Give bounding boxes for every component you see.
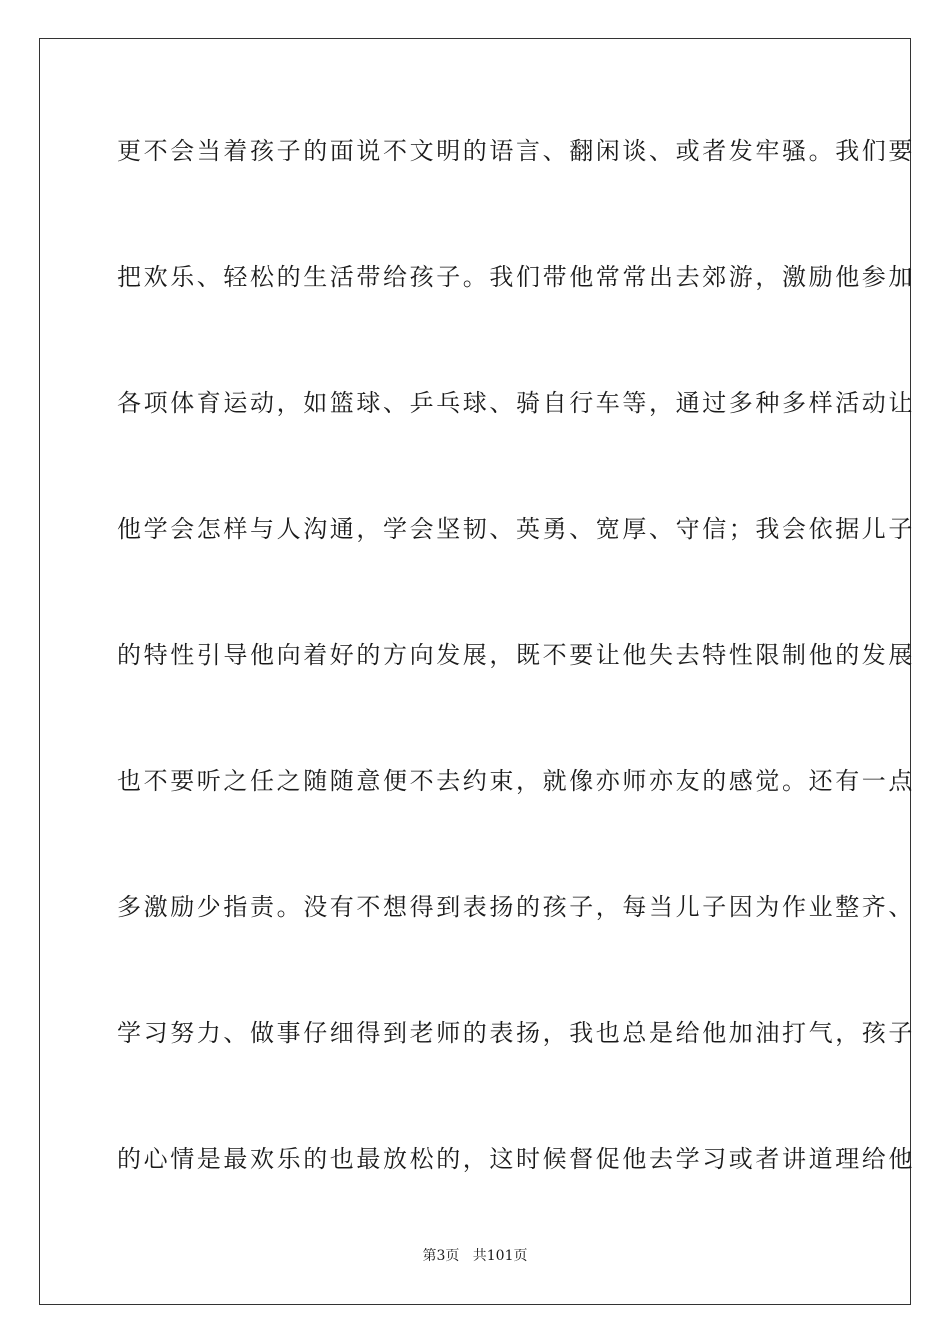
body-text-line: 的特性引导他向着好的方向发展，既不要让他失去特性限制他的发展 <box>117 641 915 669</box>
body-text-line: 的心情是最欢乐的也最放松的，这时候督促他去学习或者讲道理给他 <box>117 1145 915 1173</box>
body-text-line: 把欢乐、轻松的生活带给孩子。我们带他常常出去郊游，激励他参加 <box>117 263 915 291</box>
body-text-line: 他学会怎样与人沟通，学会坚韧、英勇、宽厚、守信；我会依据儿子 <box>117 515 915 543</box>
body-text-line: 学习努力、做事仔细得到老师的表扬，我也总是给他加油打气，孩子 <box>117 1019 915 1047</box>
body-text-line: 更不会当着孩子的面说不文明的语言、翻闲谈、或者发牢骚。我们要 <box>117 137 915 165</box>
body-text-line: 多激励少指责。没有不想得到表扬的孩子，每当儿子因为作业整齐、 <box>117 893 915 921</box>
page-frame <box>39 38 915 1305</box>
body-text-line: 也不要听之任之随随意便不去约束，就像亦师亦友的感觉。还有一点 <box>117 767 915 795</box>
page-number-footer: 第3页 共101页 <box>422 1248 528 1264</box>
body-text-line: 各项体育运动，如篮球、乒乓球、骑自行车等，通过多种多样活动让 <box>117 389 915 417</box>
